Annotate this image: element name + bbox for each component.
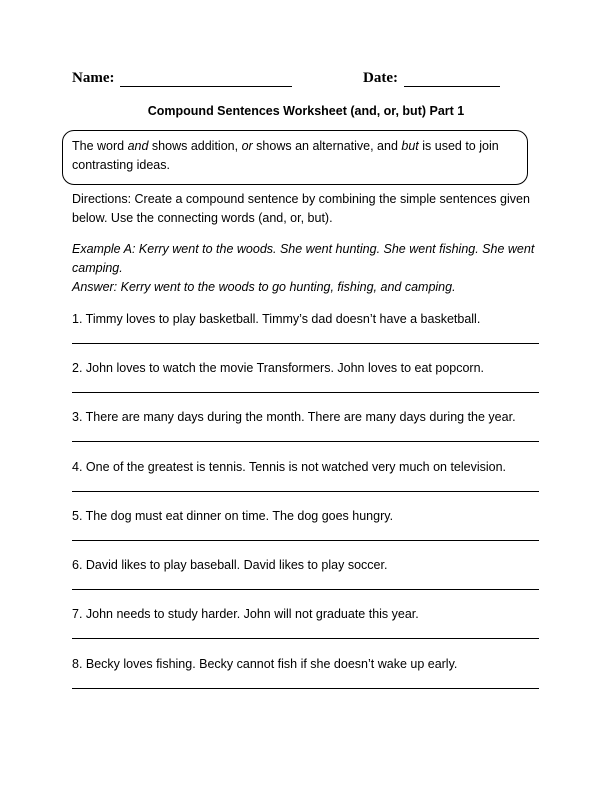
question-6: 6. David likes to play baseball. David likes to play soccer. [72, 558, 388, 572]
intro-text-1: The word [72, 139, 128, 153]
date-field-block [363, 70, 500, 87]
worksheet-title: Compound Sentences Worksheet (and, or, but) Part 1 [147, 104, 465, 118]
date-label: Date: [363, 70, 398, 86]
intro-text-2: shows addition, [148, 139, 242, 153]
example-answer: Answer: Kerry went to the woods to go hunting, fishing, and camping. [72, 280, 456, 294]
question-2: 2. John loves to watch the movie Transformers. John loves to eat popcorn. [72, 361, 485, 375]
answer-line-8[interactable] [72, 688, 539, 689]
date-blank-line[interactable] [404, 72, 500, 87]
question-5: 5. The dog must eat dinner on time. The dog goes hungry. [72, 509, 394, 523]
answer-line-7[interactable] [72, 638, 539, 639]
intro-text-3: shows an alternative, and [252, 139, 402, 153]
question-7: 7. John needs to study harder. John will not graduate this year. [72, 607, 419, 621]
answer-line-2[interactable] [72, 392, 539, 393]
intro-word-and: and [127, 139, 149, 153]
directions-text: Directions: Create a compound sentence by combining the simple sentences given below. Use the connecting words (and, or, but). [72, 192, 530, 225]
example-sentence: Example A: Kerry went to the woods. She went hunting. She went fishing. She went camping. [72, 242, 535, 275]
name-label: Name: [72, 70, 115, 86]
name-blank-line[interactable] [120, 72, 292, 87]
name-field-block [72, 70, 292, 87]
answer-line-1[interactable] [72, 343, 539, 344]
question-8: 8. Becky loves fishing. Becky cannot fish if she doesn’t wake up early. [72, 657, 458, 671]
example-block [72, 240, 544, 297]
answer-line-6[interactable] [72, 589, 539, 590]
intro-word-but: but [401, 139, 419, 153]
intro-box [62, 130, 528, 185]
intro-word-or: or [241, 139, 253, 153]
question-3: 3. There are many days during the month. There are many days during the year. [72, 410, 516, 424]
intro-text-4: is used to join contrasting ideas. [72, 139, 499, 172]
question-1: 1. Timmy loves to play basketball. Timmy’s dad doesn’t have a basketball. [72, 312, 481, 326]
answer-line-5[interactable] [72, 540, 539, 541]
answer-line-4[interactable] [72, 491, 539, 492]
answer-line-3[interactable] [72, 441, 539, 442]
question-4: 4. One of the greatest is tennis. Tennis is not watched very much on television. [72, 460, 507, 474]
